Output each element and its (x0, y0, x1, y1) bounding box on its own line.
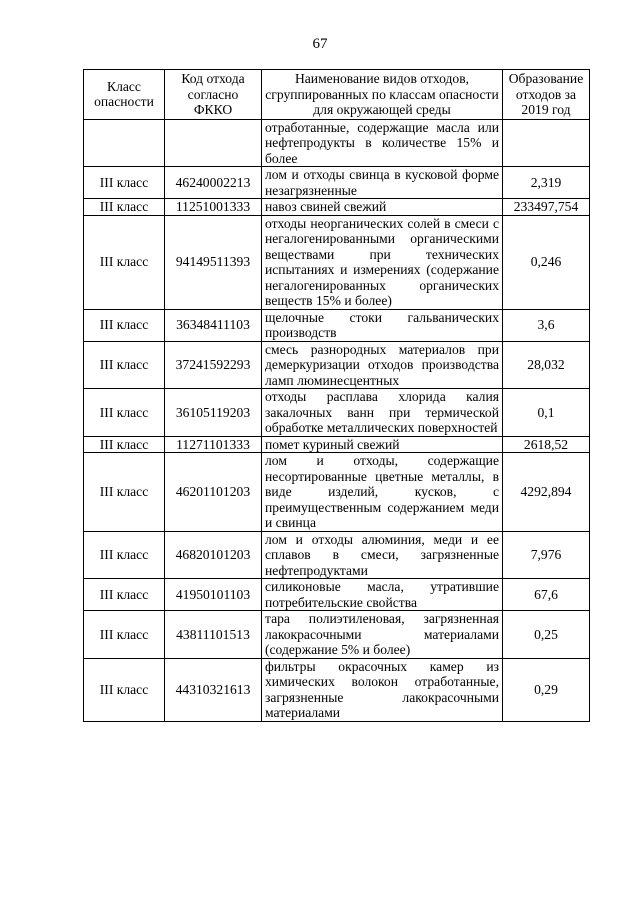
hazard-class-cell: III класс (84, 531, 165, 579)
waste-name-cell: смесь разнородных материалов при демеркуризации отходов производства ламп люминесцентных (262, 341, 503, 389)
table-row (84, 341, 590, 389)
hazard-class-cell: III класс (84, 389, 165, 437)
fkko-code-cell: 36348411103 (165, 309, 262, 341)
fkko-code-cell: 44310321613 (165, 658, 262, 721)
waste-name-cell: отработанные, содержащие масла или нефтепродукты в количестве 15% и более (262, 119, 503, 167)
table-row (84, 389, 590, 437)
waste-amount-cell: 4292,894 (503, 453, 590, 532)
waste-name-cell: отходы расплава хлорида калия закалочных ванн при термической обработке металлических поверхностей (262, 389, 503, 437)
header-hazard-class: Класс опасности (84, 70, 165, 120)
waste-amount-cell: 2,319 (503, 167, 590, 199)
waste-amount-cell (503, 119, 590, 167)
hazard-class-cell: III класс (84, 167, 165, 199)
waste-name-cell: фильтры окрасочных камер из химических волокон отработанные, загрязненные лакокрасочными материалами (262, 658, 503, 721)
table-row (84, 531, 590, 579)
hazard-class-cell: III класс (84, 215, 165, 309)
fkko-code-cell: 43811101513 (165, 611, 262, 659)
fkko-code-cell: 46820101203 (165, 531, 262, 579)
fkko-code-cell (165, 119, 262, 167)
fkko-code-cell: 11251001333 (165, 199, 262, 216)
waste-amount-cell: 28,032 (503, 341, 590, 389)
waste-name-cell: лом и отходы, содержащие несортированные цветные металлы, в виде изделий, кусков, с преимущественным содержанием меди и свинца (262, 453, 503, 532)
waste-amount-cell: 0,246 (503, 215, 590, 309)
header-waste-amount: Образование отходов за 2019 год (503, 70, 590, 120)
hazard-class-cell: III класс (84, 453, 165, 532)
fkko-code-cell: 36105119203 (165, 389, 262, 437)
waste-name-cell: щелочные стоки гальванических производств (262, 309, 503, 341)
waste-amount-cell: 67,6 (503, 579, 590, 611)
hazard-class-cell: III класс (84, 309, 165, 341)
waste-name-cell: отходы неорганических солей в смеси с негалогенированными органическими веществами при технических испытаниях и измерениях (содержание негалогенированных органических веществ 15% и более) (262, 215, 503, 309)
waste-name-cell: лом и отходы свинца в кусковой форме незагрязненные (262, 167, 503, 199)
fkko-code-cell: 46201101203 (165, 453, 262, 532)
table-row (84, 436, 590, 453)
hazard-class-cell: III класс (84, 579, 165, 611)
waste-amount-cell: 233497,754 (503, 199, 590, 216)
table-row (84, 579, 590, 611)
waste-amount-cell: 0,29 (503, 658, 590, 721)
table-row (84, 453, 590, 532)
table-header-row (84, 70, 590, 120)
waste-name-cell: навоз свиней свежий (262, 199, 503, 216)
hazard-class-cell: III класс (84, 341, 165, 389)
waste-name-cell: лом и отходы алюминия, меди и ее сплавов в смеси, загрязненные нефтепродуктами (262, 531, 503, 579)
waste-name-cell: помет куриный свежий (262, 436, 503, 453)
fkko-code-cell: 11271101333 (165, 436, 262, 453)
waste-amount-cell: 2618,52 (503, 436, 590, 453)
table-row (84, 309, 590, 341)
waste-amount-cell: 3,6 (503, 309, 590, 341)
hazard-class-cell: III класс (84, 658, 165, 721)
fkko-code-cell: 94149511393 (165, 215, 262, 309)
fkko-code-cell: 37241592293 (165, 341, 262, 389)
header-waste-name: Наименование видов отходов, сгруппированных по классам опасности для окружающей среды (262, 70, 503, 120)
table-row (84, 611, 590, 659)
waste-amount-cell: 7,976 (503, 531, 590, 579)
hazard-class-cell: III класс (84, 199, 165, 216)
table-row (84, 658, 590, 721)
hazard-class-cell (84, 119, 165, 167)
hazard-class-cell: III класс (84, 436, 165, 453)
page-number: 67 (312, 36, 328, 52)
table-row (84, 215, 590, 309)
table-row (84, 199, 590, 216)
header-fkko-code: Код отхода согласно ФККО (165, 70, 262, 120)
table-row (84, 167, 590, 199)
table-row (84, 119, 590, 167)
waste-name-cell: тара полиэтиленовая, загрязненная лакокрасочными материалами (содержание 5% и более) (262, 611, 503, 659)
waste-amount-cell: 0,1 (503, 389, 590, 437)
hazard-class-cell: III класс (84, 611, 165, 659)
fkko-code-cell: 41950101103 (165, 579, 262, 611)
waste-name-cell: силиконовые масла, утратившие потребительские свойства (262, 579, 503, 611)
waste-table (83, 69, 590, 722)
fkko-code-cell: 46240002213 (165, 167, 262, 199)
waste-amount-cell: 0,25 (503, 611, 590, 659)
